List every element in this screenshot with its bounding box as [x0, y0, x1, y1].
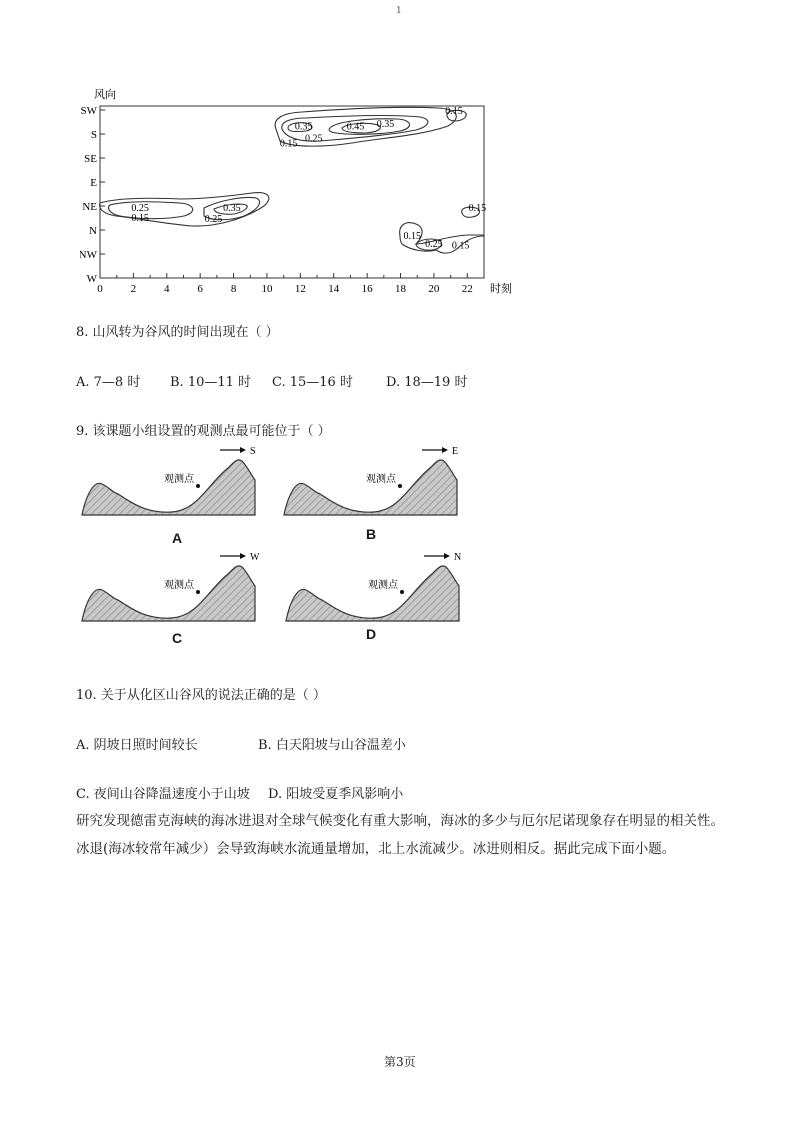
header-mark: 1 — [396, 6, 402, 16]
wind-contour-chart — [80, 86, 520, 296]
contour-label: 0.25 — [304, 133, 323, 145]
contour-label: 0.15 — [403, 230, 421, 242]
observation-point — [196, 484, 200, 488]
q9-stem: 9. 该课题小组设置的观测点最可能位于（ ） — [76, 424, 331, 439]
direction-letter: N — [454, 552, 462, 563]
contour-upper-035b — [329, 119, 409, 135]
direction-letter: W — [250, 552, 260, 563]
q8-option-c[interactable]: C. 15—16 时 — [272, 375, 353, 390]
q8-option-a[interactable]: A. 7—8 时 — [76, 375, 141, 390]
observation-point — [400, 590, 404, 594]
chart-svg — [80, 86, 520, 296]
x-tick-label: 6 — [197, 283, 203, 295]
q8-stem: 8. 山风转为谷风的时间出现在（ ） — [76, 325, 279, 340]
terrain-panel-b[interactable] — [282, 440, 462, 550]
q8-option-d[interactable]: D. 18—19 时 — [386, 375, 468, 390]
q10-stem: 10. 关于从化区山谷风的说法正确的是（ ） — [76, 688, 326, 703]
q8-option-b[interactable]: B. 10—11 时 — [170, 375, 252, 390]
x-tick-label: 22 — [461, 283, 473, 295]
terrain-svg-c — [80, 546, 260, 656]
contour-label: 0.35 — [294, 121, 313, 133]
x-tick-label: 2 — [130, 283, 137, 295]
y-tick-label: SE — [84, 153, 97, 165]
arrow-head — [444, 553, 450, 559]
panel-letter: A — [172, 530, 183, 546]
x-tick-label: 10 — [261, 283, 273, 295]
contour-label: 0.25 — [425, 239, 443, 251]
contour-label: 0.15 — [279, 138, 298, 150]
direction-letter: E — [452, 446, 459, 457]
y-axis-title: 风向 — [94, 89, 116, 101]
x-tick-label: 16 — [361, 283, 373, 295]
contour-label: 0.35 — [223, 203, 241, 215]
x-axis-title: 时刻 — [490, 283, 512, 295]
contour-label: 0.25 — [204, 214, 223, 225]
observation-point-label: 观测点 — [164, 580, 194, 591]
passage-text: 研究发现德雷克海峡的海冰进退对全球气候变化有重大影响，海冰的多少与厄尔尼诺现象存在明显的相关性。冰退(海冰较常年减少）会导致海峡水流通量增加，北上水流减少。冰进则相反。据此完成下面小题。 — [76, 813, 724, 857]
panel-letter: C — [172, 630, 183, 646]
y-tick-label: S — [90, 129, 97, 141]
q10-option-c[interactable]: C. 夜间山谷降温速度小于山坡 — [76, 787, 250, 802]
observation-point — [196, 590, 200, 594]
contour-label: 0.15 — [445, 106, 463, 117]
q10-option-b[interactable]: B. 白天阳坡与山谷温差小 — [258, 738, 406, 753]
panel-letter: D — [366, 626, 377, 642]
y-tick-label: SW — [80, 105, 97, 117]
y-tick-label: E — [90, 177, 97, 189]
direction-letter: S — [250, 446, 256, 457]
observation-point — [398, 484, 402, 488]
arrow-head — [442, 447, 448, 453]
x-tick-label: 18 — [395, 283, 407, 295]
terrain-panel-c[interactable] — [80, 546, 260, 656]
x-tick-label: 20 — [428, 283, 440, 295]
observation-point-label: 观测点 — [368, 580, 398, 591]
terrain-hatch — [284, 460, 457, 515]
x-tick-label: 4 — [164, 283, 170, 295]
observation-point-label: 观测点 — [164, 474, 194, 485]
contour-label: 0.15 — [468, 203, 487, 215]
contour-label: 0.45 — [346, 121, 365, 133]
y-tick-label: NE — [82, 201, 97, 213]
q10-option-d[interactable]: D. 阳坡受夏季风影响小 — [268, 787, 404, 802]
x-tick-label: 0 — [97, 283, 103, 295]
chart-contours — [100, 107, 484, 253]
contour-label: 0.35 — [376, 119, 395, 131]
arrow-head — [240, 553, 246, 559]
panel-letter: B — [366, 526, 377, 542]
contour-label: 0.15 — [131, 212, 149, 224]
page-number: 第3页 — [384, 1055, 416, 1069]
y-tick-label: NW — [80, 249, 97, 261]
terrain-svg-a — [80, 440, 260, 550]
terrain-panel-a[interactable] — [80, 440, 260, 550]
arrow-head — [240, 447, 246, 453]
q10-option-a[interactable]: A. 阴坡日照时间较长 — [76, 738, 198, 753]
terrain-hatch — [82, 566, 255, 621]
observation-point-label: 观测点 — [366, 474, 396, 485]
contour-label: 0.25 — [131, 203, 149, 215]
contour-label: 0.15 — [451, 240, 470, 252]
y-tick-label: W — [86, 273, 97, 285]
x-tick-label: 12 — [294, 283, 306, 295]
x-tick-label: 8 — [230, 283, 237, 295]
y-tick-label: N — [89, 225, 97, 237]
contour-left-025 — [108, 202, 192, 219]
terrain-hatch — [82, 460, 255, 515]
terrain-panel-d[interactable] — [284, 546, 464, 656]
x-tick-label: 14 — [328, 283, 340, 295]
terrain-hatch — [286, 566, 459, 621]
